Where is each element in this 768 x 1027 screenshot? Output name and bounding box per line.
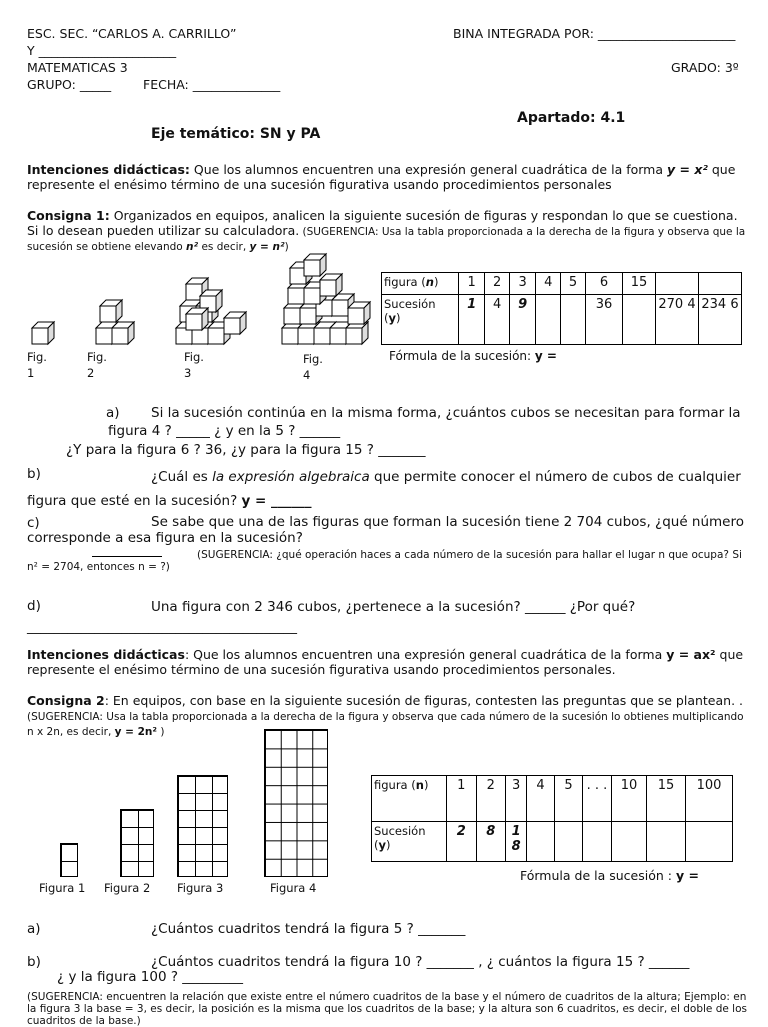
table-cell (612, 822, 647, 862)
table-cell: 5 (561, 273, 586, 295)
table-cell (699, 273, 742, 295)
fig4-label: Fig. 4 (303, 352, 323, 382)
table1-row1-label: figura (n) (382, 273, 459, 295)
date: FECHA: ______________ (143, 77, 281, 92)
consigna2-hint-end: ) (156, 726, 165, 738)
school-name: ESC. SEC. “CARLOS A. CARRILLO” (27, 26, 237, 41)
y-line: Y ______________________ (27, 43, 177, 58)
consigna1-text: Organizados en equipos, analicen la siguiente sucesión de figuras y respondan lo que se cuestiona. Si lo desean pueden utilizar su calculadora. (27, 208, 738, 238)
sequence-table-2 (371, 775, 733, 862)
table-cell: 1 8 (506, 822, 527, 862)
table-cell: 5 (555, 776, 583, 822)
consigna2-label: Consigna 2 (27, 693, 105, 708)
q1d-text: Una figura con 2 346 cubos, ¿pertenece a la sucesión? ______ ¿Por qué? ________________________________________ (27, 599, 636, 635)
table-cell: 100 (686, 776, 733, 822)
grade: GRADO: 3º (671, 60, 739, 75)
group: GRUPO: _____ (27, 77, 112, 92)
intent1-formula: y = x² (667, 162, 708, 177)
grid-fig4-label: Figura 4 (270, 881, 317, 895)
table2-row-sucesion (372, 822, 733, 862)
q1c-label: c) (27, 515, 40, 531)
intent1-paragraph (27, 162, 747, 192)
intent1-label: Intenciones didácticas: (27, 162, 190, 177)
table-cell: 3 (510, 273, 536, 295)
fig3-label: Fig. 3 (184, 350, 204, 380)
table-cell: 4 (536, 273, 561, 295)
table-cell: 15 (623, 273, 656, 295)
table1-row2-label: Sucesión (y) (382, 295, 459, 345)
table-cell: 15 (647, 776, 686, 822)
grid-fig1-label: Figura 1 (39, 881, 86, 895)
table-cell: 1 (447, 776, 477, 822)
consigna2-paragraph (27, 693, 747, 738)
q2b-label: b) (27, 954, 41, 970)
q1c-text: Se sabe que una de las figuras que forman la sucesión tiene 2 704 cubos, ¿qué número corresponde a esa figura en la sucesión? (27, 514, 745, 546)
table-cell (583, 822, 612, 862)
apartado-title: Apartado: 4.1 (517, 110, 626, 126)
intent2-text-a: : Que los alumnos encuentren una expresión general cuadrática de la forma (184, 647, 667, 662)
table2-row1-label: figura (n) (372, 776, 447, 822)
table-cell (555, 822, 583, 862)
grid-figure-3 (177, 775, 228, 877)
table-cell: 4 (527, 776, 555, 822)
cube-fig1 (32, 322, 54, 344)
table-cell (656, 273, 699, 295)
q2-hint: (SUGERENCIA: encuentren la relación que existe entre el número cuadritos de la base y el número de cuadritos de la altura; Ejemplo: en la figura 3 la base = 3, es decir, la posición es la misma que los cuadritos de la base; y la altura son 6 cuadritos, es decir, el doble de los cuadritos de la base.) (27, 991, 747, 1027)
sequence-table-1 (381, 272, 742, 345)
fig1-label: Fig. 1 (27, 350, 47, 380)
table-cell: 270 4 (656, 295, 699, 345)
bina-label: BINA INTEGRADA POR: ______________________ (453, 26, 736, 41)
grid-figure-1 (60, 843, 78, 877)
consigna1-label: Consigna 1: (27, 208, 110, 223)
intent2-text-b: que represente el enésimo término de una sucesión figurativa usando procedimientos personales. (27, 647, 744, 677)
table-cell (536, 295, 561, 345)
table-cell: 8 (476, 822, 506, 862)
table2-formula: Fórmula de la sucesión : y = (520, 868, 699, 883)
consigna2-hint-formula: y = 2n² (114, 726, 157, 738)
table-cell (647, 822, 686, 862)
table-cell: . . . (583, 776, 612, 822)
table1-formula: Fórmula de la sucesión: y = (389, 349, 557, 363)
table2-row2-label: Sucesión (y) (372, 822, 447, 862)
table1-row-figura (382, 273, 742, 295)
intent2-formula: y = ax² (666, 647, 716, 662)
cube-figures (20, 250, 380, 350)
q1b-text: ¿Cuál es la expresión algebraica que permite conocer el número de cubos de cualquier figura que esté en la sucesión? y = ______ (27, 469, 741, 509)
consigna1-hint-n: n² (186, 241, 199, 253)
q1b-label: b) (27, 466, 41, 482)
subject: MATEMATICAS 3 (27, 60, 128, 75)
consigna1-hint-formula: y = n² (249, 241, 285, 253)
table-cell: 3 (506, 776, 527, 822)
table-cell: 36 (586, 295, 623, 345)
intent2-paragraph (27, 647, 747, 677)
table-cell (623, 295, 656, 345)
q2b-text: ¿Cuántos cuadritos tendrá la figura 10 ? _______ , ¿ cuántos la figura 15 ? ______ (151, 954, 690, 970)
intent1-text-b: que represente el enésimo término de una sucesión figurativa usando procedimientos personales (27, 162, 736, 192)
q1a-text: Si la sucesión continúa en la misma forma, ¿cuántos cubos se necesitan para formar la figura 4 ? _____ ¿ y en la 5 ? ______ (108, 405, 741, 439)
consigna1-hint-c: ) (284, 241, 289, 253)
table-cell: 2 (476, 776, 506, 822)
q1a2-text: ¿Y para la figura 6 ? 36, ¿y para la figura 15 ? _______ (66, 442, 426, 458)
intent2-label: Intenciones didácticas (27, 647, 185, 662)
q1a-label: a) (106, 405, 120, 421)
table1-row-sucesion (382, 295, 742, 345)
table-cell (686, 822, 733, 862)
consigna2-hint: (SUGERENCIA: Usa la tabla proporcionada a la derecha de la figura y observa que cada número de la sucesión lo obtienes multiplicando n x 2n, es decir, (27, 711, 744, 738)
consigna1-paragraph (27, 208, 747, 253)
q2a-label: a) (27, 921, 41, 937)
table-cell: 10 (612, 776, 647, 822)
eje-title: Eje temático: SN y PA (151, 126, 321, 142)
grid-figure-4 (264, 729, 328, 877)
q1d-label: d) (27, 598, 41, 614)
table-cell (561, 295, 586, 345)
table-cell: 1 (459, 295, 485, 345)
fig2-label: Fig. 2 (87, 350, 107, 380)
q2b2-text: ¿ y la figura 100 ? _________ (57, 969, 244, 985)
grid-figure-2 (120, 809, 154, 877)
table-cell: 4 (485, 295, 510, 345)
table-cell: 2 (485, 273, 510, 295)
consigna2-text: : En equipos, con base en la siguiente sucesión de figuras, contesten las preguntas que se plantean. . (104, 693, 743, 708)
consigna1-hint-a: (SUGERENCIA: Usa la tabla proporcionada a la derecha de la figura y observa que la sucesión se obtiene elevando (27, 226, 746, 253)
grid-fig3-label: Figura 3 (177, 881, 224, 895)
table-cell: 6 (586, 273, 623, 295)
consigna1-hint-b: es decir, (198, 241, 250, 253)
table-cell: 9 (510, 295, 536, 345)
table2-row-figura (372, 776, 733, 822)
table-cell: 234 6 (699, 295, 742, 345)
q1c-hint: (SUGERENCIA: ¿qué operación haces a cada número de la sucesión para hallar el lugar n que ocupa? Si n² = 2704, entonces n = ?) (27, 549, 742, 573)
intent1-text-a: Que los alumnos encuentren una expresión general cuadrática de la forma (189, 162, 667, 177)
table-cell (527, 822, 555, 862)
q2a-text: ¿Cuántos cuadritos tendrá la figura 5 ? _______ (151, 921, 466, 937)
grid-fig2-label: Figura 2 (104, 881, 151, 895)
table-cell: 2 (447, 822, 477, 862)
table-cell: 1 (459, 273, 485, 295)
